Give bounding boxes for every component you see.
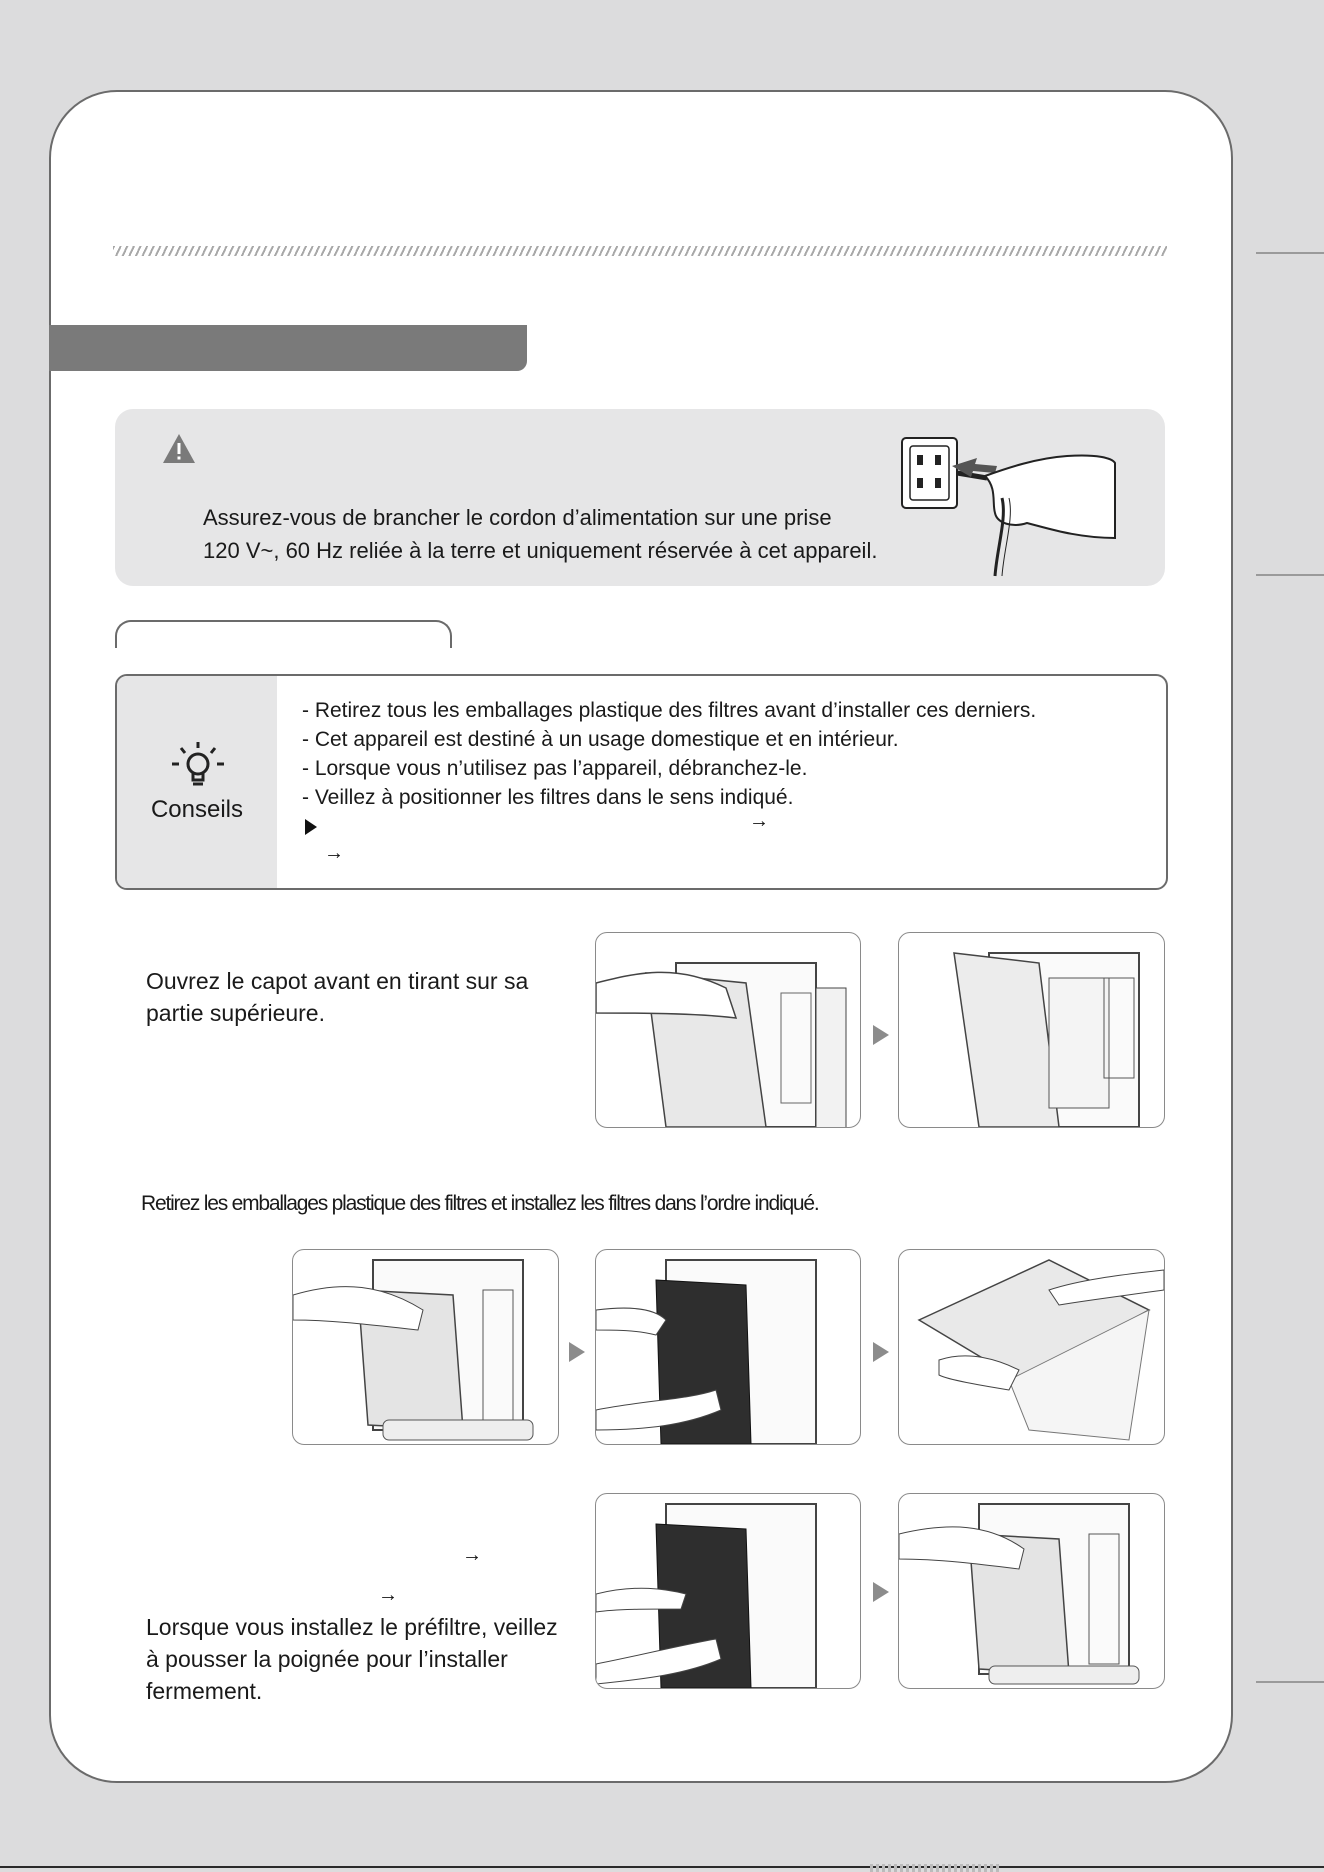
hepa-filter-photo [898,1249,1165,1445]
step1-line: Ouvrez le capot avant en tirant sur sa [146,968,529,994]
step3-text [146,1611,586,1707]
next-step-arrow-icon [873,1582,889,1602]
remove-filter-photo [292,1249,559,1445]
step1-line: partie supérieure. [146,1000,325,1026]
warning-triangle-icon [161,432,197,465]
right-arrow-icon: → [749,810,769,832]
power-outlet-illustration [897,428,1117,578]
edge-marker [1256,252,1324,254]
warning-text [203,501,903,567]
step3-line: fermement. [146,1678,263,1704]
next-step-arrow-icon [569,1342,585,1362]
right-arrow-icon: → [324,842,344,864]
step3-line: à pousser la poignée pour l’installer [146,1646,508,1672]
warning-line: Assurez-vous de brancher le cordon d’alimentation sur une prise [203,505,832,530]
tips-label: Conseils [150,796,244,823]
carbon-filter-photo [595,1249,861,1445]
section-header-tab [49,325,527,371]
tip-item: - Lorsque vous n’utilisez pas l’appareil, débranchez-le. [302,757,808,780]
tip-item: - Veillez à positionner les filtres dans le sens indiqué. [302,786,794,809]
bottom-rule [0,1866,1324,1868]
next-step-arrow-icon [873,1342,889,1362]
warning-line: 120 V~, 60 Hz reliée à la terre et uniquement réservée à cet appareil. [203,538,878,563]
bottom-print-marks [870,1864,1000,1872]
subsection-tab [115,620,452,648]
bullet-triangle-icon [305,819,317,835]
cover-opened-photo [898,932,1165,1128]
edge-marker [1256,574,1324,576]
edge-marker [1256,1681,1324,1683]
tip-item: - Retirez tous les emballages plastique des filtres avant d’installer ces derniers. [302,699,1037,722]
tips-box [115,674,1168,890]
next-step-arrow-icon [873,1025,889,1045]
tips-sidebar [117,676,277,888]
tips-list [302,696,1036,812]
step3-line: Lorsque vous installez le préfiltre, veillez [146,1614,558,1640]
right-arrow-icon: → [378,1584,398,1606]
open-front-cover-photo [595,932,861,1128]
lightbulb-icon [169,740,227,792]
install-prefilter-photo [898,1493,1165,1689]
tip-item: - Cet appareil est destiné à un usage domestique et en intérieur. [302,728,899,751]
step1-text [146,965,586,1029]
right-arrow-icon: → [462,1544,482,1566]
hatched-divider [113,246,1167,256]
step2-instruction: Retirez les emballages plastique des filtres et installez les filtres dans l’ordre indiqué. [141,1192,819,1215]
install-carbon-filter-photo [595,1493,861,1689]
